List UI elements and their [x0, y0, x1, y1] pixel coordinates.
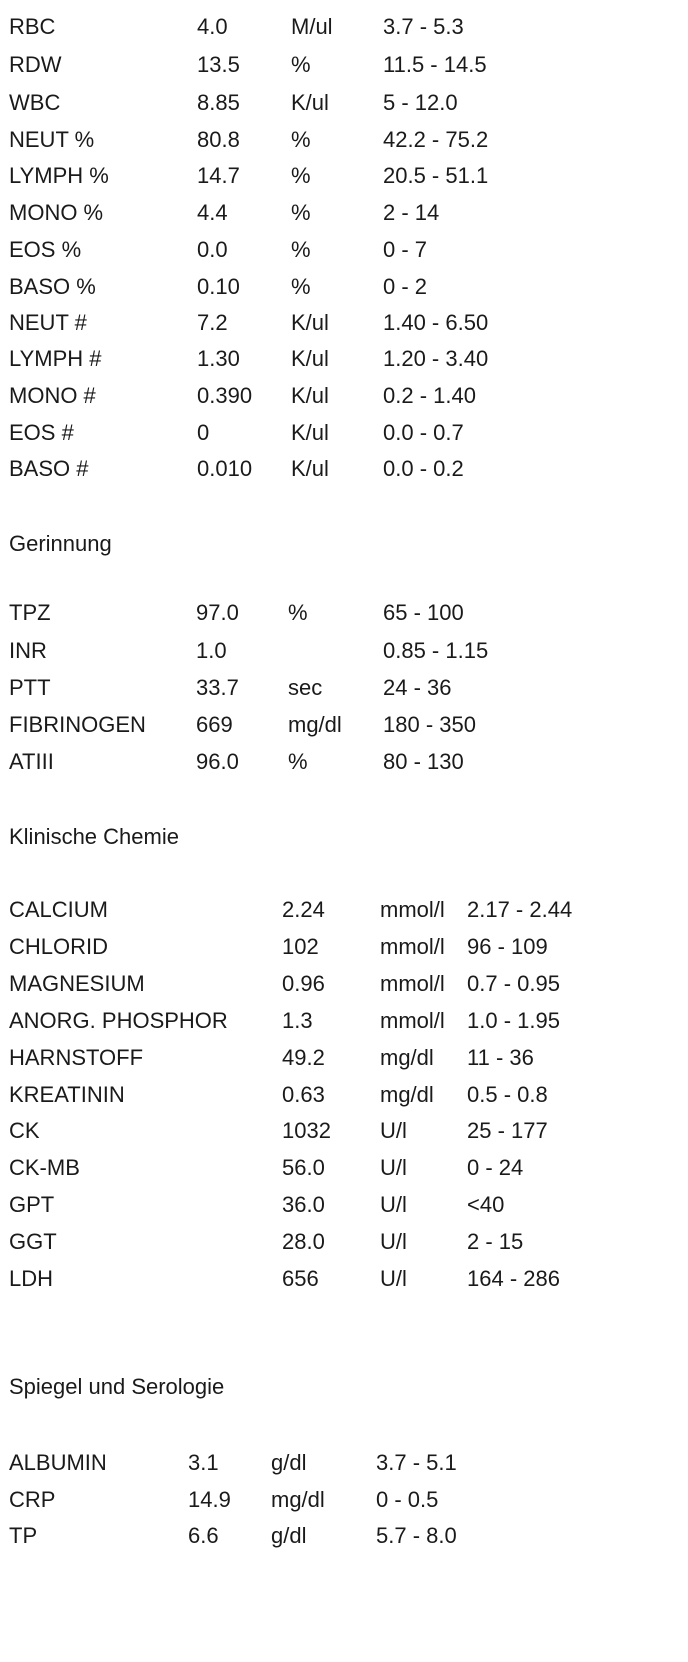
- table-row: [0, 123, 688, 157]
- table-row: [0, 1078, 688, 1112]
- test-unit: %: [291, 127, 311, 152]
- test-unit: U/l: [380, 1266, 407, 1291]
- table-row: [0, 86, 688, 120]
- test-unit: U/l: [380, 1155, 407, 1180]
- test-value: 0.010: [197, 456, 253, 481]
- test-unit: %: [291, 237, 311, 262]
- test-name: GGT: [9, 1229, 57, 1254]
- test-unit: mg/dl: [288, 712, 342, 737]
- test-reference-range: 96 - 109: [467, 934, 548, 959]
- test-reference-range: 42.2 - 75.2: [383, 127, 489, 152]
- test-value: 80.8: [197, 127, 240, 152]
- test-value: 1.30: [197, 346, 240, 371]
- test-reference-range: 65 - 100: [383, 600, 464, 625]
- test-name: CRP: [9, 1487, 56, 1512]
- test-value: 13.5: [197, 52, 240, 77]
- test-name: CHLORID: [9, 934, 109, 959]
- section-heading: Gerinnung: [9, 531, 112, 556]
- test-unit: U/l: [380, 1229, 407, 1254]
- test-unit: K/ul: [291, 383, 329, 408]
- table-row: [0, 159, 688, 193]
- test-reference-range: 2.17 - 2.44: [467, 897, 573, 922]
- table-row: [0, 306, 688, 340]
- test-name: WBC: [9, 90, 61, 115]
- test-unit: K/ul: [291, 420, 329, 445]
- test-name: RBC: [9, 14, 56, 39]
- test-unit: g/dl: [271, 1450, 307, 1475]
- test-name: BASO %: [9, 274, 96, 299]
- test-name: INR: [9, 638, 47, 663]
- test-unit: K/ul: [291, 90, 329, 115]
- test-reference-range: 11 - 36: [467, 1045, 534, 1070]
- test-name: CK: [9, 1118, 40, 1143]
- table-row: [0, 196, 688, 230]
- test-name: EOS #: [9, 420, 74, 445]
- test-value: 1032: [282, 1118, 331, 1143]
- test-name: ATIII: [9, 749, 54, 774]
- test-unit: mmol/l: [380, 897, 445, 922]
- test-reference-range: <40: [467, 1192, 505, 1217]
- test-reference-range: 1.0 - 1.95: [467, 1008, 560, 1033]
- test-reference-range: 3.7 - 5.1: [376, 1450, 457, 1475]
- test-reference-range: 0 - 2: [383, 274, 428, 299]
- test-reference-range: 5 - 12.0: [383, 90, 458, 115]
- test-value: 0: [197, 420, 210, 445]
- test-reference-range: 11.5 - 14.5: [383, 52, 487, 77]
- test-value: 0.0: [197, 237, 228, 262]
- test-reference-range: 25 - 177: [467, 1118, 548, 1143]
- table-row: [0, 1225, 688, 1259]
- test-reference-range: 0.0 - 0.2: [383, 456, 464, 481]
- test-value: 1.3: [282, 1008, 313, 1033]
- test-name: RDW: [9, 52, 62, 77]
- test-value: 97.0: [196, 600, 239, 625]
- test-unit: mmol/l: [380, 1008, 445, 1033]
- test-name: CK-MB: [9, 1155, 80, 1180]
- test-name: MAGNESIUM: [9, 971, 145, 996]
- test-reference-range: 24 - 36: [383, 675, 452, 700]
- test-value: 0.390: [197, 383, 253, 408]
- table-row: [0, 1041, 688, 1075]
- test-unit: %: [288, 749, 308, 774]
- test-value: 33.7: [196, 675, 239, 700]
- test-reference-range: 0 - 0.5: [376, 1487, 439, 1512]
- test-value: 4.0: [197, 14, 228, 39]
- test-unit: mmol/l: [380, 971, 445, 996]
- test-value: 2.24: [282, 897, 325, 922]
- test-value: 6.6: [188, 1523, 219, 1548]
- test-name: ANORG. PHOSPHOR: [9, 1008, 228, 1033]
- test-name: KREATININ: [9, 1082, 125, 1107]
- table-row: [0, 745, 688, 779]
- test-reference-range: 0 - 24: [467, 1155, 524, 1180]
- test-reference-range: 3.7 - 5.3: [383, 14, 464, 39]
- test-unit: g/dl: [271, 1523, 307, 1548]
- test-reference-range: 2 - 15: [467, 1229, 524, 1254]
- table-row: [0, 671, 688, 705]
- test-name: CALCIUM: [9, 897, 109, 922]
- test-reference-range: 2 - 14: [383, 200, 440, 225]
- test-reference-range: 0.7 - 0.95: [467, 971, 560, 996]
- test-value: 656: [282, 1266, 319, 1291]
- test-unit: K/ul: [291, 346, 329, 371]
- test-unit: %: [291, 163, 311, 188]
- test-unit: %: [291, 200, 311, 225]
- table-row: [0, 967, 688, 1001]
- test-name: TP: [9, 1523, 38, 1548]
- table-row: [0, 634, 688, 668]
- test-name: LYMPH #: [9, 346, 102, 371]
- test-value: 0.10: [197, 274, 240, 299]
- test-reference-range: 0.85 - 1.15: [383, 638, 489, 663]
- table-row: [0, 1262, 688, 1296]
- test-name: LDH: [9, 1266, 54, 1291]
- test-value: 96.0: [196, 749, 239, 774]
- table-row: [0, 270, 688, 304]
- table-row: [0, 1114, 688, 1148]
- test-reference-range: 0.2 - 1.40: [383, 383, 476, 408]
- test-name: TPZ: [9, 600, 51, 625]
- section-heading: Klinische Chemie: [9, 824, 179, 849]
- table-row: [0, 452, 688, 486]
- test-name: BASO #: [9, 456, 89, 481]
- test-name: ALBUMIN: [9, 1450, 107, 1475]
- test-value: 14.7: [197, 163, 240, 188]
- test-name: NEUT #: [9, 310, 87, 335]
- test-value: 7.2: [197, 310, 228, 335]
- test-value: 3.1: [188, 1450, 219, 1475]
- test-reference-range: 1.40 - 6.50: [383, 310, 489, 335]
- test-unit: %: [288, 600, 308, 625]
- test-name: MONO #: [9, 383, 96, 408]
- test-name: LYMPH %: [9, 163, 109, 188]
- table-row: [0, 1151, 688, 1185]
- test-name: HARNSTOFF: [9, 1045, 144, 1070]
- table-row: [0, 416, 688, 450]
- test-name: FIBRINOGEN: [9, 712, 146, 737]
- test-value: 49.2: [282, 1045, 325, 1070]
- test-value: 36.0: [282, 1192, 325, 1217]
- test-reference-range: 0 - 7: [383, 237, 428, 262]
- section-heading: Spiegel und Serologie: [9, 1374, 225, 1399]
- test-reference-range: 5.7 - 8.0: [376, 1523, 457, 1548]
- table-row: [0, 233, 688, 267]
- test-value: 102: [282, 934, 319, 959]
- test-value: 56.0: [282, 1155, 325, 1180]
- test-reference-range: 0.0 - 0.7: [383, 420, 464, 445]
- test-unit: mg/dl: [380, 1045, 434, 1070]
- test-name: PTT: [9, 675, 51, 700]
- test-unit: mmol/l: [380, 934, 445, 959]
- test-reference-range: 164 - 286: [467, 1266, 560, 1291]
- table-row: [0, 342, 688, 376]
- table-row: [0, 10, 688, 44]
- table-row: [0, 379, 688, 413]
- test-name: EOS %: [9, 237, 82, 262]
- test-unit: K/ul: [291, 310, 329, 335]
- test-unit: %: [291, 274, 311, 299]
- test-name: MONO %: [9, 200, 104, 225]
- test-reference-range: 180 - 350: [383, 712, 476, 737]
- table-row: [0, 1519, 688, 1553]
- test-unit: mg/dl: [271, 1487, 325, 1512]
- test-value: 0.63: [282, 1082, 325, 1107]
- test-reference-range: 20.5 - 51.1: [383, 163, 489, 188]
- test-unit: U/l: [380, 1118, 407, 1143]
- test-value: 669: [196, 712, 233, 737]
- table-row: [0, 930, 688, 964]
- test-value: 14.9: [188, 1487, 231, 1512]
- table-row: [0, 1188, 688, 1222]
- test-reference-range: 1.20 - 3.40: [383, 346, 489, 371]
- table-row: [0, 893, 688, 927]
- test-reference-range: 80 - 130: [383, 749, 464, 774]
- test-name: NEUT %: [9, 127, 95, 152]
- test-reference-range: 0.5 - 0.8: [467, 1082, 548, 1107]
- table-row: [0, 1004, 688, 1038]
- test-name: GPT: [9, 1192, 55, 1217]
- table-row: [0, 708, 688, 742]
- test-value: 0.96: [282, 971, 325, 996]
- table-row: [0, 1446, 688, 1480]
- table-row: [0, 1483, 688, 1517]
- test-value: 1.0: [196, 638, 227, 663]
- test-value: 4.4: [197, 200, 228, 225]
- test-unit: U/l: [380, 1192, 407, 1217]
- test-unit: %: [291, 52, 311, 77]
- test-unit: M/ul: [291, 14, 333, 39]
- test-value: 28.0: [282, 1229, 325, 1254]
- test-unit: sec: [288, 675, 323, 700]
- table-row: [0, 48, 688, 82]
- test-unit: mg/dl: [380, 1082, 434, 1107]
- test-unit: K/ul: [291, 456, 329, 481]
- table-row: [0, 596, 688, 630]
- test-value: 8.85: [197, 90, 240, 115]
